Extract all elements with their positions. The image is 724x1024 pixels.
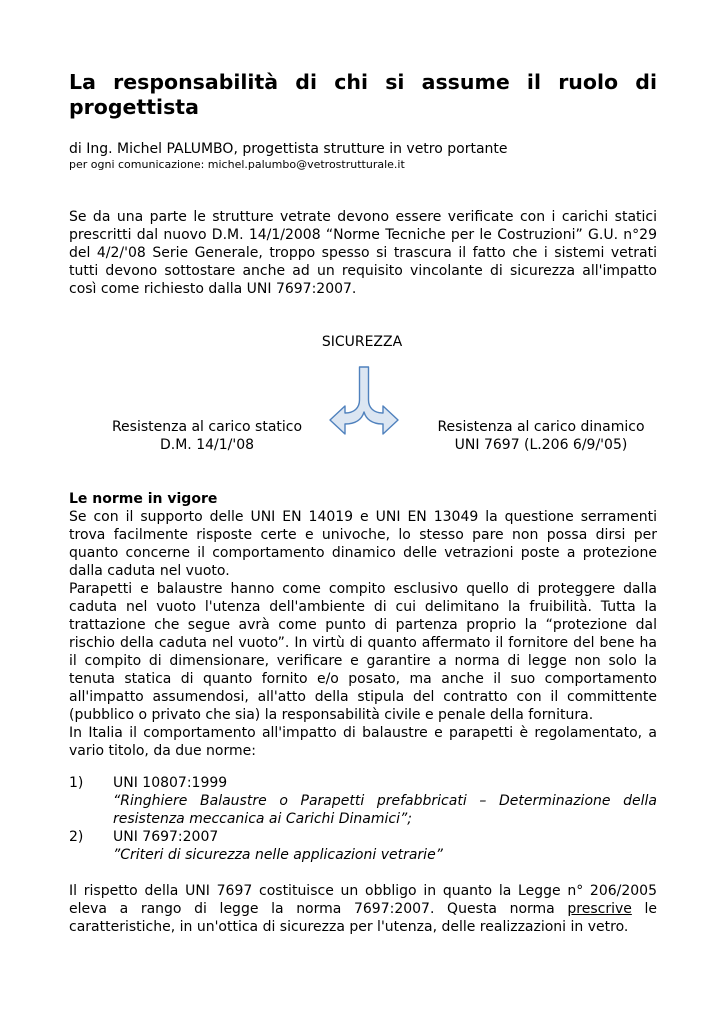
static-load-column bbox=[84, 418, 330, 454]
dynamic-load-norm: UNI 7697 (L.206 6/9/'05) bbox=[454, 437, 628, 453]
section-heading: Le norme in vigore bbox=[69, 491, 218, 507]
dynamic-load-column bbox=[418, 418, 664, 454]
list-item-number: 1) bbox=[69, 775, 84, 791]
diagram-top-label: SICUREZZA bbox=[321, 334, 403, 350]
static-load-norm: D.M. 14/1/'08 bbox=[159, 437, 255, 453]
static-load-title: Resistenza al carico statico bbox=[111, 419, 303, 435]
document-title: La responsabilità di chi si assume il ruolo di progettista bbox=[69, 70, 657, 119]
underlined-word: prescrive bbox=[567, 901, 632, 917]
norm-description: ”Criteri di sicurezza nelle applicazioni vetrarie” bbox=[113, 847, 443, 863]
intro-paragraph: Se da una parte le strutture vetrate devono essere verificate con i carichi statici prescritti dal nuovo D.M. 14/1/2008 “Norme Tecniche per le Costruzioni” G.U. n°29 del 4/2/'08 Serie Generale, troppo spesso si trascura il fatto che i sistemi vetrati tutti devono sottostare anche ad un requisito vincolante di sicurezza all'impatto così come richiesto dalla UNI 7697:2007. bbox=[69, 209, 657, 297]
dynamic-load-title: Resistenza al carico dinamico bbox=[437, 419, 645, 435]
closing-paragraph bbox=[69, 882, 657, 936]
section-paragraph-2: Parapetti e balaustre hanno come compito esclusivo quello di proteggere dalla caduta nel vuoto l'utenza dell'ambiente di cui delimitano la fruibilità. Tutta la trattazione che segue avrà come punto di partenza proprio la “protezione dal rischio della caduta nel vuoto”. In virtù di quanto affermato il fornitore del bene ha il compito di dimensionare, verificare e garantire a norma di legge non solo la tenuta statica di quanto fornito e/o posato, ma anche il suo comportamento all'impatto assumendosi, all'atto della stipula del contratto con il committente (pubblico o privato che sia) la responsabilità civile e penale della fornitura. bbox=[69, 581, 657, 723]
norm-description: “Ringhiere Balaustre o Parapetti prefabbricati – Determinazione della resistenza meccanica ai Carichi Dinamici”; bbox=[113, 793, 657, 827]
closing-text-start: Il rispetto della UNI 7697 costituisce un obbligo in quanto la Legge n° 206/2005 eleva a rango di legge la norma 7697:2007. Questa norma bbox=[69, 883, 657, 917]
contact-line: per ogni comunicazione: michel.palumbo@vetrostrutturale.it bbox=[69, 158, 405, 171]
norm-code: UNI 7697:2007 bbox=[113, 829, 219, 845]
split-arrow-icon bbox=[328, 364, 402, 436]
list-item bbox=[113, 774, 657, 828]
section-paragraph-3: In Italia il comportamento all'impatto di balaustre e parapetti è regolamentato, a vario titolo, da due norme: bbox=[69, 725, 657, 759]
section-paragraph-1: Se con il supporto delle UNI EN 14019 e UNI EN 13049 la questione serramenti trova facilmente risposte certe e univoche, lo stesso pare non possa dirsi per quanto concerne il comportamento dinamico delle vetrazioni poste a protezione dalla caduta nel vuoto. bbox=[69, 509, 657, 579]
closing-text-end: le caratteristiche, in un'ottica di sicurezza per l'utenza, delle realizzazioni in vetro. bbox=[69, 901, 658, 935]
author-line: di Ing. Michel PALUMBO, progettista strutture in vetro portante bbox=[69, 141, 508, 157]
list-item-number: 2) bbox=[69, 829, 84, 845]
list-item bbox=[113, 828, 657, 864]
norm-code: UNI 10807:1999 bbox=[113, 775, 228, 791]
